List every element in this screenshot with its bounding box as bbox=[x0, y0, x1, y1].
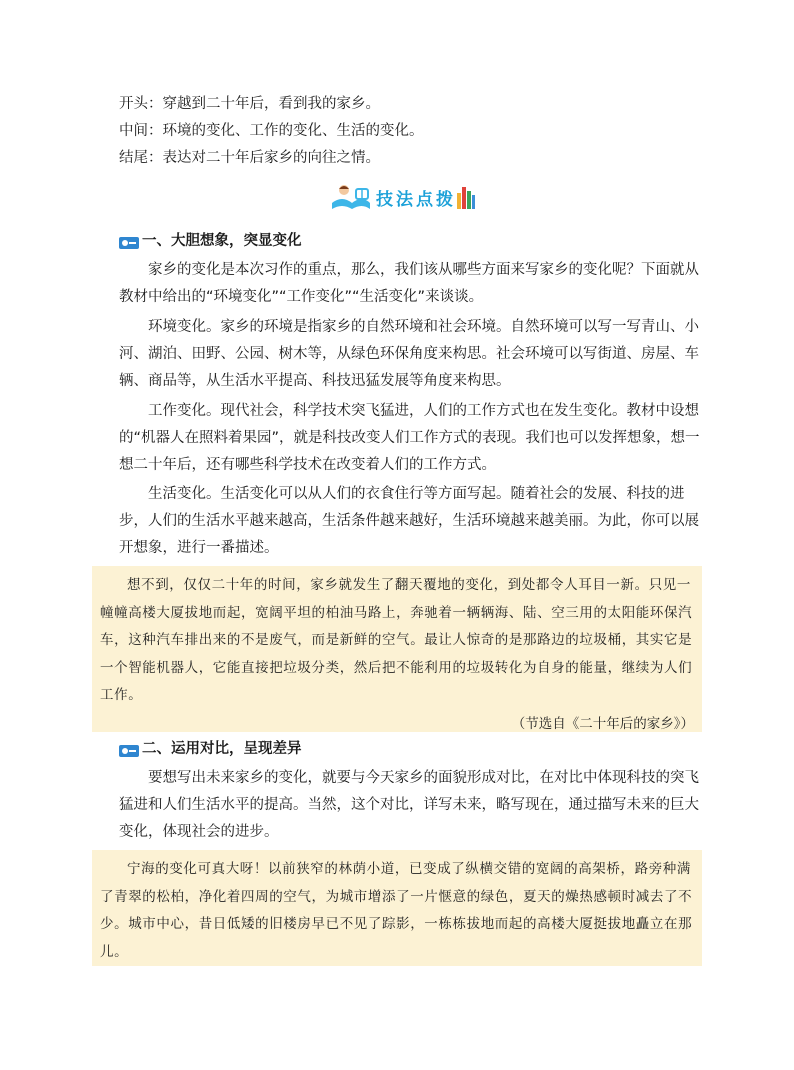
pencils-icon bbox=[456, 183, 476, 211]
section2-paragraph-1: 要想写出未来家乡的变化，就要与今天家乡的面貌形成对比，在对比中体现科技的突飞猛进和人们生活水平的提高。当然，这个对比，详写未来，略写现在，通过描写未来的巨大变化，体现社会的进步。 bbox=[119, 770, 699, 840]
section-marker-icon bbox=[119, 743, 139, 755]
outline-opening: 开头：穿越到二十年后，看到我的家乡。 bbox=[119, 96, 380, 112]
technique-banner bbox=[330, 180, 490, 214]
section2-excerpt-text: 宁海的变化可真大呀！以前狭窄的林荫小道，已变成了纵横交错的宽阔的高架桥，路旁种满了青翠的松柏，净化着四周的空气，为城市增添了一片惬意的绿色，夏天的燥热感顿时减去了不少。城市中心，昔日低矮的旧楼房早已不见了踪影，一栋栋拔地而起的高楼大厦挺拔地矗立在那儿。 bbox=[100, 861, 693, 960]
outline-middle: 中间：环境的变化、工作的变化、生活的变化。 bbox=[119, 123, 424, 139]
section1-excerpt bbox=[92, 566, 702, 732]
section1-paragraph-1: 家乡的变化是本次习作的重点，那么，我们该从哪些方面来写家乡的变化呢？下面就从教材中给出的“环境变化”“工作变化”“生活变化”来谈谈。 bbox=[119, 262, 699, 305]
section1-paragraph-3: 工作变化。现代社会，科学技术突飞猛进，人们的工作方式也在发生变化。教材中设想的“机器人在照料着果园”，就是科技改变人们工作方式的表现。我们也可以发挥想象，想一想二十年后，还有哪些科学技术在改变着人们的工作方式。 bbox=[119, 403, 700, 473]
section2-excerpt bbox=[92, 850, 702, 966]
section2-heading bbox=[119, 739, 302, 759]
reading-child-icon bbox=[330, 181, 372, 213]
section1-heading bbox=[119, 231, 302, 251]
section1-paragraph-4: 生活变化。生活变化可以从人们的衣食住行等方面写起。随着社会的发展、科技的进步，人们的生活水平越来越高，生活条件越来越好，生活环境越来越美丽。为此，你可以展开想象，进行一番描述。 bbox=[119, 486, 699, 556]
section1-heading-text: 一、大胆想象，突显变化 bbox=[142, 233, 302, 249]
section2-heading-text: 二、运用对比，呈现差异 bbox=[142, 741, 302, 757]
section1-paragraph-2: 环境变化。家乡的环境是指家乡的自然环境和社会环境。自然环境可以写一写青山、小河、湖泊、田野、公园、树木等，从绿色环保角度来构思。社会环境可以写街道、房屋、车辆、商品等，从生活水平提高、科技迅猛发展等角度来构思。 bbox=[119, 319, 699, 389]
outline-ending: 结尾：表达对二十年后家乡的向往之情。 bbox=[119, 150, 380, 166]
section1-excerpt-text: 想不到，仅仅二十年的时间，家乡就发生了翻天覆地的变化，到处都令人耳目一新。只见一幢幢高楼大厦拔地而起，宽阔平坦的柏油马路上，奔驰着一辆辆海、陆、空三用的太阳能环保汽车，这种汽车排出来的不是废气，而是新鲜的空气。最让人惊奇的是那路边的垃圾桶，其实它是一个智能机器人，它能直接把垃圾分类，然后把不能利用的垃圾转化为自身的能量，继续为人们工作。 bbox=[100, 577, 693, 703]
section1-excerpt-source: （节选自《二十年后的家乡》） bbox=[511, 715, 694, 732]
section-marker-icon bbox=[119, 235, 139, 247]
banner-title: 技法点拨 bbox=[376, 189, 456, 210]
